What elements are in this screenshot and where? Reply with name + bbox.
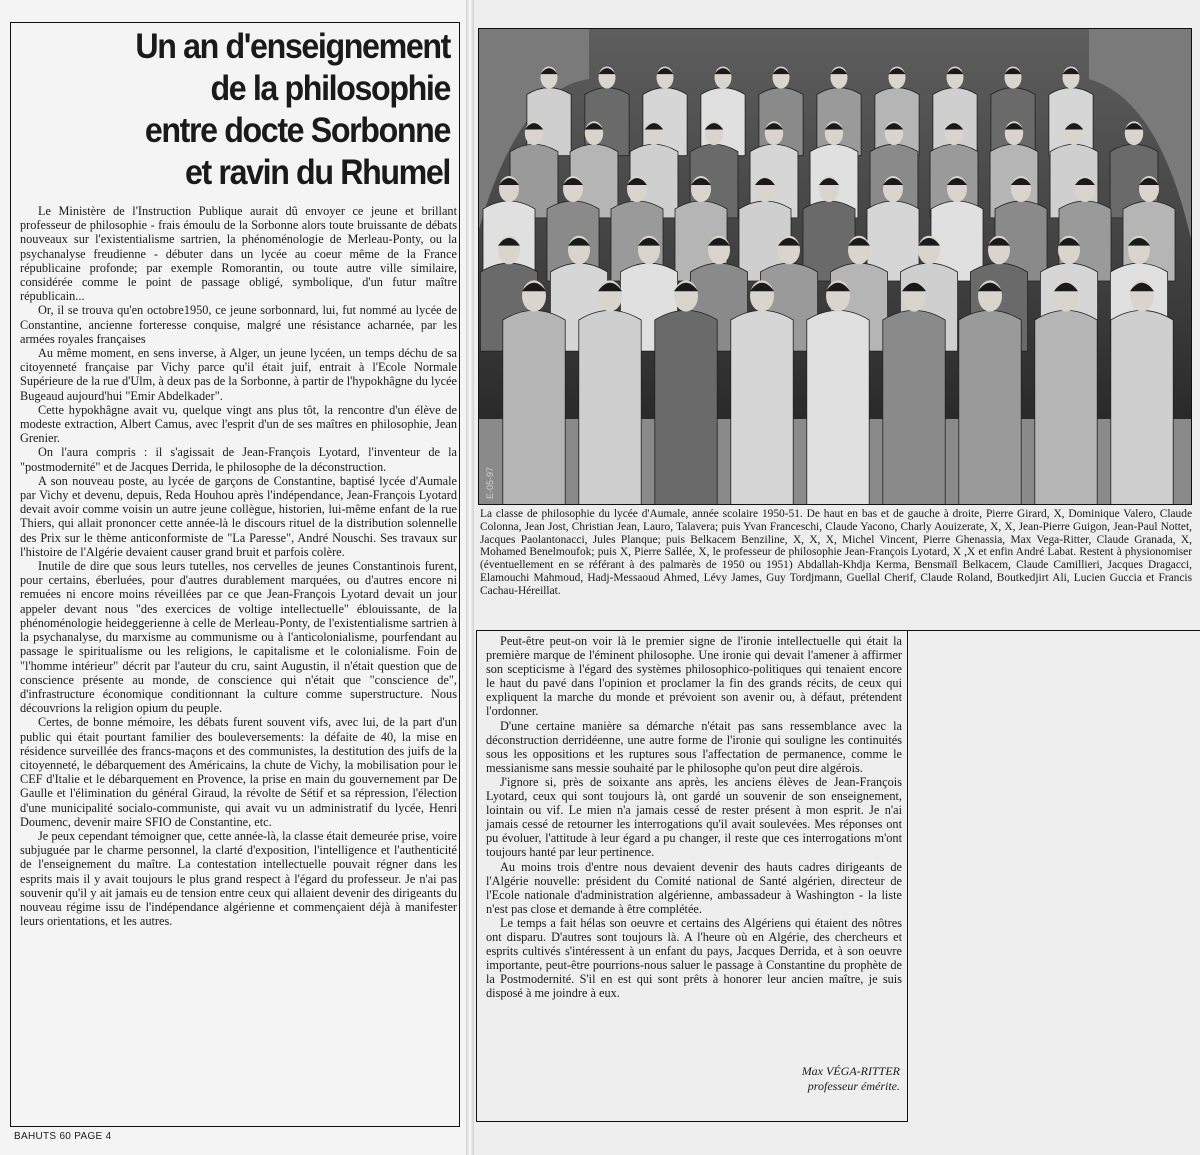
paragraph: Au même moment, en sens inverse, à Alger, un jeune lycéen, un temps déchu de sa citoyenneté française par Vichy parce qu'il était juif, entrait à l'Ecole Normale Supérieure de la rue d'Ulm, à deux pas de la Sorbonne, à partir de l'hypokhâgne du lycée Bugeaud aujourd'hui "Emir Abdelkader".	[20, 346, 457, 403]
headline-line: Un an d'enseignement	[135, 27, 450, 66]
class-photo-image	[479, 29, 1191, 504]
headline-line: et ravin du Rhumel	[184, 153, 450, 192]
student-figure	[731, 310, 793, 504]
page-footer: BAHUTS 60 PAGE 4	[14, 1131, 112, 1142]
paragraph: Le temps a fait hélas son oeuvre et certains des Algériens qui étaient des nôtres ont disparu. D'autres sont toujours là. A l'heure où en Algérie, des chercheurs et esprits cultivés s'intéressent à un enfant du pays, Jacques Derrida, et à son oeuvre importante, peut-être pourrions-nous saluer le passage à Constantine du prophète de la Postmodernité. S'il en est qui sont prêts à honorer leur ancien maître, je suis disposé à me joindre à eux.	[486, 915, 902, 1001]
paragraph: J'ignore si, près de soixante ans après, les anciens élèves de Jean-François Lyotard, ceux qui sont toujours là, ont gardé un souvenir de son enseignement, lointain ou vif. Le mien n'a jamais cessé de rester présent à mon esprit. Je n'ai jamais cessé de retourner les interrogations qu'il avait soulevées. Mes réponses ont pu évoluer, l'attitude à leur égard a pu changer, il reste que ces interrogations m'ont toujours hanté par leur pertinence.	[486, 774, 902, 860]
author-title: professeur émérite.	[807, 1079, 900, 1093]
author-name: Max VÉGA-RITTER	[801, 1064, 900, 1078]
paragraph: Je peux cependant témoigner que, cette année-là, la classe était demeurée prise, voire subjuguée par le charme personnel, la clarté d'exposition, l'intelligence et l'authenticité de l'enseignement du maître. La contestation intellectuelle pouvait régner dans les esprits mais il y avait toujours le plus grand respect à l'égard du professeur. Je n'ai pas souvenir qu'il y ait jamais eu de tension entre ceux qui allaient devenir des dirigeants du nouveau régime issu de l'indépendance algérienne et commençaient déjà à manifester leurs orientations, et les autres.	[20, 828, 457, 929]
page-gutter	[466, 0, 474, 1155]
headline-line: de la philosophie	[210, 69, 450, 108]
student-figure	[959, 310, 1021, 504]
paragraph: Certes, de bonne mémoire, les débats furent souvent vifs, avec lui, de la part d'un public qui était pourtant familier des bouleversements: la défaite de 40, la mise en résidence surveillée des francs-maçons et des communistes, la destitution des juifs de la citoyenneté, le débarquement des Américains, la chute de Vichy, la mobilisation pour le CEF d'Italie et le débarquement en Provence, la prise en main du gouvernement par De Gaulle et l'élimination du général Giraud, la révolte de Sétif et sa répression, l'élection d'une municipalité socialo-communiste, qui avait vu un administratif du lycée, Henri Doumenc, devenir maire SFIO de Constantine, etc.	[20, 715, 457, 829]
student-figure	[1035, 310, 1097, 504]
paragraph: On l'aura compris : il s'agissait de Jean-François Lyotard, l'inventeur de la "postmodernité" et de Jacques Derrida, le philosophe de la déconstruction.	[20, 445, 457, 474]
paragraph: Peut-être peut-on voir là le premier signe de l'ironie intellectuelle qui était la première marque de l'éminent philosophe. Une ironie qui devait l'amener à affirmer son scepticisme à l'égard des systèmes philosophico-politiques qui tenaient encore le haut du pavé dans l'opinion et proclamer la fin des grands récits, de ceux qui expliquent la marche du monde et prévoient son avenir ou, à défaut, prétendent l'ordonner.	[486, 634, 902, 719]
student-figure	[883, 310, 945, 504]
headline-line: entre docte Sorbonne	[144, 111, 451, 150]
rule-line	[476, 630, 1200, 631]
student-figure	[1111, 310, 1173, 504]
student-figure	[655, 310, 717, 504]
left-article-body	[20, 204, 457, 928]
paragraph: Inutile de dire que sous leurs tutelles, nos cervelles de jeunes Constantinois furent, pour certains, éberluées, pour d'autres durablement marquées, ou d'autres encore ni remuées ni encore moins réveillées par ce que Jean-François Lyotard devait un jour appeler devant nous "des exercices de voltige intellectuelle" éblouissante, de la phénoménologie heideggerienne à celle de Merleau-Ponty, de l'existentialisme sartrien à la psychanalyse, du marxisme au communisme ou à l'anticolonialisme, pourfendant au passage le spiritualisme ou les religions, le capitalisme et le colonialisme. Foin de "l'homme intérieur" décrit par l'auteur du cru, saint Augustin, il n'était question que de conscience présente au monde, de conscience qui n'était que "conscience de", d'infrastructure économique conditionnant la culture comme superstructure. Nous découvrions la religion opium du peuple.	[20, 559, 457, 716]
student-figure	[807, 310, 869, 504]
photo-label: E-05-97	[485, 466, 495, 499]
paragraph: Or, il se trouva qu'en octobre1950, ce jeune sorbonnard, lui, fut nommé au lycée de Constantine, ancienne forteresse conquise, malgré une résistance acharnée, par les armées royales françaises	[20, 303, 457, 346]
student-figure	[503, 310, 565, 504]
article-headline	[73, 26, 450, 194]
paragraph: D'une certaine manière sa démarche n'était pas sans ressemblance avec la déconstruction derridéenne, une autre forme de l'ironie qui souligne les continuités sous les oppositions et les ruptures sous l'affectation de permanence, comme le messianisme sans messie souhaité par le philosophe qu'on peut dire algérois.	[486, 718, 902, 775]
paragraph: Cette hypokhâgne avait vu, quelque vingt ans plus tôt, la rencontre d'un élève de modeste extraction, Albert Camus, avec l'esprit d'un de ses maîtres en philosophie, Jean Grenier.	[20, 402, 457, 446]
author-signature	[760, 1064, 900, 1094]
paragraph: Au moins trois d'entre nous devaient devenir des hauts cadres dirigeants de l'Algérie nouvelle: président du Comité national de Santé algérien, directeur de l'Ecole nationale d'administration algérienne, ambassadeur à Washington - la liste n'est pas close et demande à être complétée.	[486, 859, 902, 916]
paragraph: A son nouveau poste, au lycée de garçons de Constantine, baptisé lycée d'Aumale par Vichy et devenu, depuis, Reda Houhou après l'indépendance, Jean-François Lyotard devait avoir comme voisin un autre jeune collègue, historien, lui-même enfant de la rue Thiers, qui allait prononcer cette année-là le discours rituel de la distribution solennelle des Prix sur le thème anticonformiste de "La Paresse", André Nouschi. Ses travaux sur l'histoire de l'Algérie devaient causer grand bruit et parfois colère.	[20, 473, 457, 559]
photo-caption: La classe de philosophie du lycée d'Aumale, année scolaire 1950-51. De haut en bas et de gauche à droite, Pierre Girard, X, Dominique Valero, Claude Colonna, Jean Jost, Christian Jean, Lauro, Talavera; puis Yvan Franceschi, Claude Yacono, Charly Aouizerate, X, X, Jean-Pierre Guigon, Jean-Paul Nottet, Jacques Paolantonacci, Jules Planque; puis Belkacem Benziline, X, X, X, Michel Vincent, Pierre Ghenassia, Max Vega-Ritter, Claude Granada, X, Mohamed Benelmoufok; puis X, Pierre Sallée, X, le professeur de philosophie Jean-François Lyotard, X ,X et enfin André Labat. Restent à physionomiser (éventuellement en se référant à des palmarès de 1950 ou 1951) Abdallah-Khdja Kerma, Bensmaïl Belkacem, Claude Camillieri, Jacques Dragacci, Elamouchi Mahmoud, Hadj-Messaoud Ahmed, Lévy James, Guy Tordjmann, Guellal Cherif, Claude Roland, Boutkedjirt Ali, Lucien Guccia et Francis Cachau-Héreillat.	[480, 508, 1192, 597]
paragraph: Le Ministère de l'Instruction Publique aurait dû envoyer ce jeune et brillant professeur de philosophie - frais émoulu de la Sorbonne alors toute bruissante de débats nouveaux sur l'existentialisme sartrien, la phénoménologie de Merleau-Ponty, ou la psychanalyse freudienne - débuter dans un lycée au coeur même de la France républicaine profonde; par exemple Romorantin, ou toute autre ville similaire, considérée comme le point de passage obligé, symbolique, d'un futur maître républicain...	[20, 204, 457, 304]
class-photo	[478, 28, 1192, 505]
right-article-body	[486, 634, 902, 1000]
student-figure	[579, 310, 641, 504]
